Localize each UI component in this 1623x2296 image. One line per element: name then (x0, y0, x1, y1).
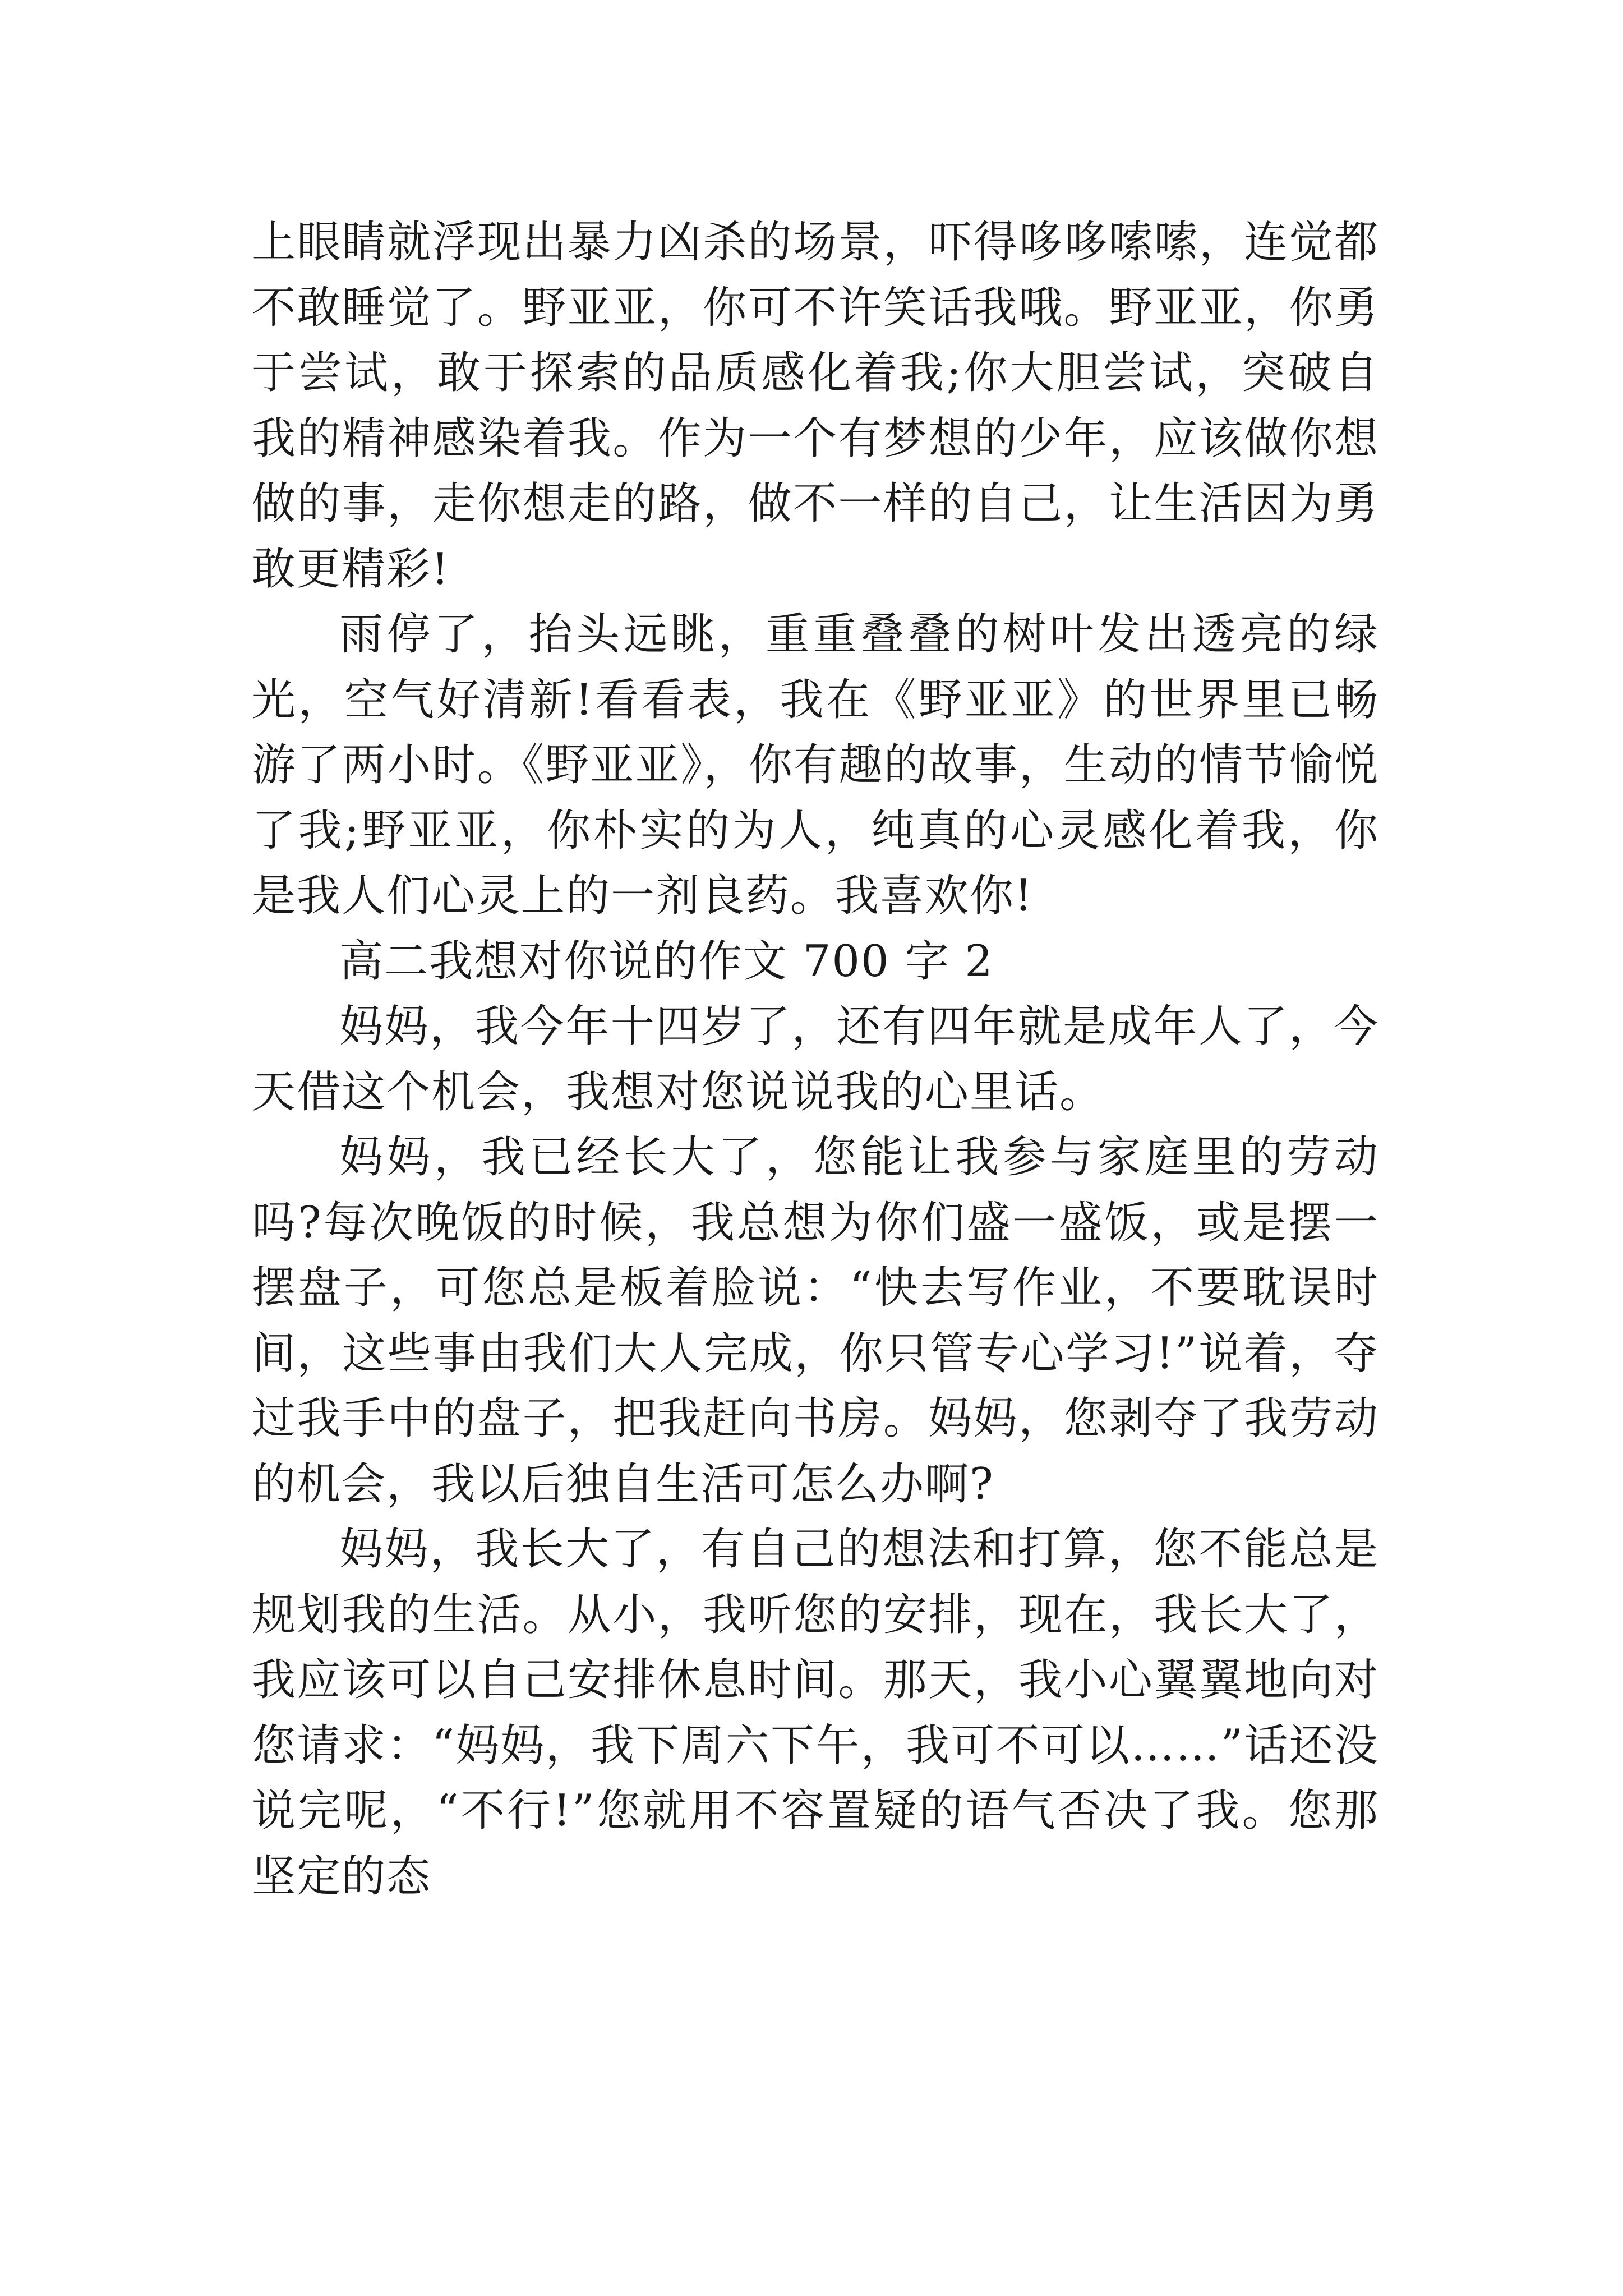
paragraph-2: 雨停了，抬头远眺，重重叠叠的树叶发出透亮的绿光，空气好清新!看看表，我在《野亚亚》的世界里已畅游了两小时。《野亚亚》，你有趣的故事，生动的情节愉悦了我;野亚亚，你朴实的为人，纯真的心灵感化着我，你是我人们心灵上的一剂良药。我喜欢你! (252, 609, 1379, 921)
paragraph-5: 妈妈，我长大了，有自己的想法和打算，您不能总是规划我的生活。从小，我听您的安排，现在，我长大了，我应该可以自己安排休息时间。那天，我小心翼翼地向对您请求：“妈妈，我下周六下午，我可不可以……”话还没说完呢，“不行!”您就用不容置疑的语气否决了我。您那坚定的态 (252, 1524, 1379, 1902)
paragraph-4: 妈妈，我已经长大了，您能让我参与家庭里的劳动吗?每次晚饭的时候，我总想为你们盛一盛饭，或是摆一摆盘子，可您总是板着脸说：“快去写作业，不要耽误时间，这些事由我们大人完成，你只管专心学习!”说着，夺过我手中的盘子，把我赶向书房。妈妈，您剥夺了我劳动的机会，我以后独自生活可怎么办啊? (252, 1132, 1379, 1510)
section-heading: 高二我想对你说的作文 700 字 2 (339, 936, 994, 987)
paragraph-3: 妈妈，我今年十四岁了，还有四年就是成年人了，今天借这个机会，我想对您说说我的心里话。 (252, 1001, 1379, 1117)
paragraph-1: 上眼睛就浮现出暴力凶杀的场景，吓得哆哆嗦嗦，连觉都不敢睡觉了。野亚亚，你可不许笑话我哦。野亚亚，你勇于尝试，敢于探索的品质感化着我;你大胆尝试，突破自我的精神感染着我。作为一个有梦想的少年，应该做你想做的事，走你想走的路，做不一样的自己，让生活因为勇敢更精彩! (252, 217, 1379, 595)
document-body (252, 210, 1379, 1909)
